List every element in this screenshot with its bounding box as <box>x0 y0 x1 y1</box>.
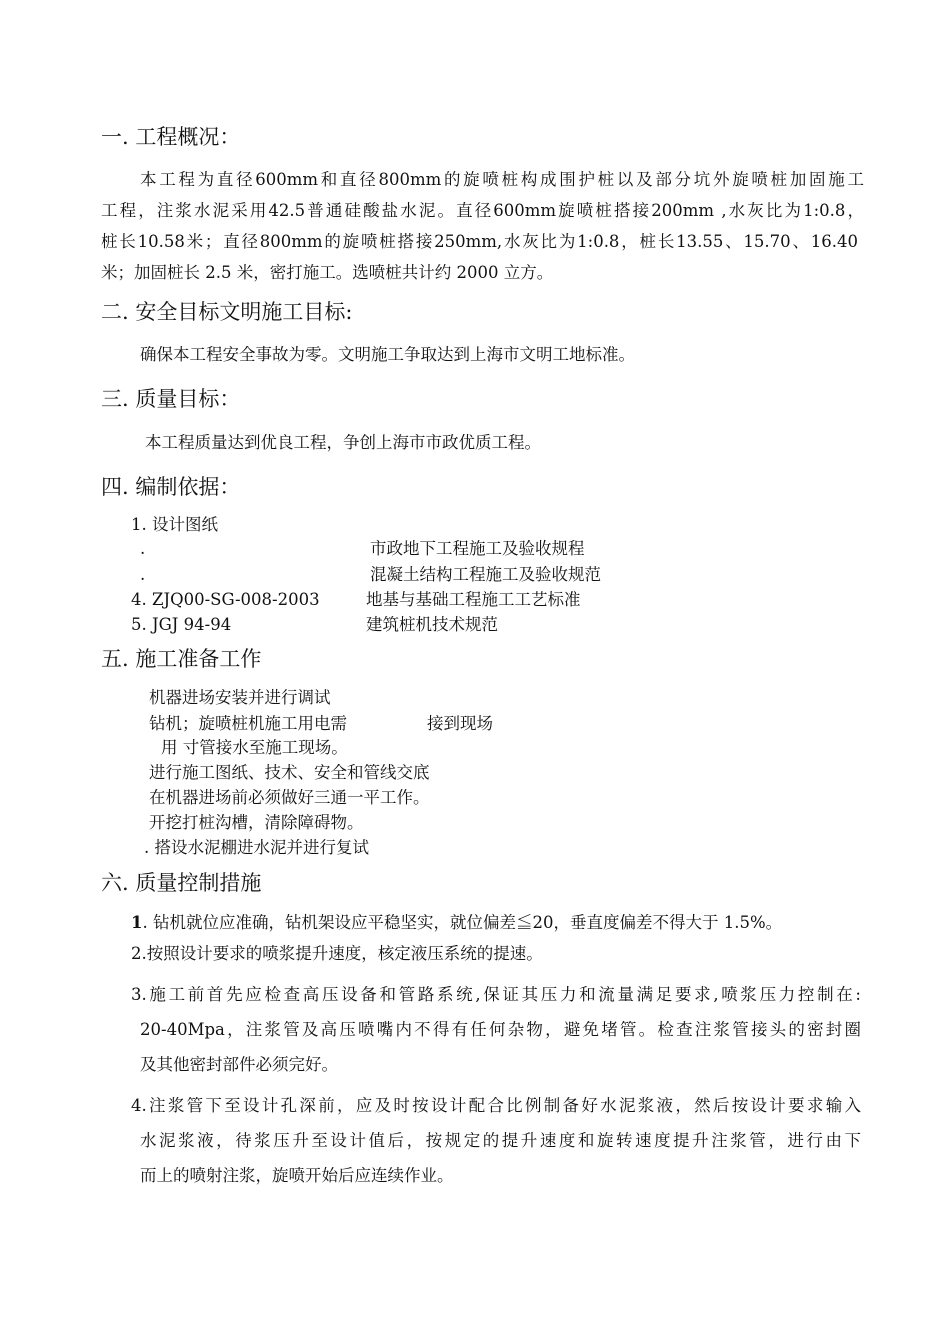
section-1-line-2: 工程，注浆水泥采用42.5普通硅酸盐水泥。直径600mm旋喷桩搭接200mm ,水灰比为1:0.8， <box>101 201 864 220</box>
control-item-3-line-1: 3.施工前首先应检查高压设备和管路系统,保证其压力和流量满足要求,喷浆压力控制在: <box>131 985 861 1004</box>
reference-code: 5. JGJ 94-94 <box>131 615 232 634</box>
reference-name: 建筑桩机技术规范 <box>366 615 498 634</box>
reference-name: 市政地下工程施工及验收规程 <box>370 539 585 558</box>
prep-line: 机器进场安装并进行调试 <box>149 688 331 707</box>
section-1-title: 一. 工程概况： <box>101 125 241 149</box>
section-5-title: 五. 施工准备工作 <box>101 647 262 671</box>
section-2-title: 二. 安全目标文明施工目标: <box>101 300 353 324</box>
reference-item-1: 1. 设计图纸 <box>131 515 218 534</box>
section-1-line-3: 桩长10.58米；直径800mm的旋喷桩搭接250mm,水灰比为1:0.8，桩长13.55、15.70、16.40 <box>101 232 858 251</box>
control-item-1-text: . 钻机就位应准确，钻机架设应平稳坚实，就位偏差≦20，垂直度偏差不得大于 1.5%。 <box>142 913 783 932</box>
control-item-4-line-1: 4.注浆管下至设计孔深前，应及时按设计配合比例制备好水泥浆液，然后按设计要求输入 <box>131 1096 861 1115</box>
section-6-title: 六. 质量控制措施 <box>101 871 262 895</box>
prep-line: 接到现场 <box>427 714 493 733</box>
reference-name: 地基与基础工程施工工艺标准 <box>366 590 581 609</box>
prep-line: 在机器进场前必须做好三通一平工作。 <box>149 788 430 807</box>
reference-code: . <box>140 565 146 584</box>
prep-line: . 搭设水泥棚进水泥并进行复试 <box>144 838 369 857</box>
section-2-body: 确保本工程安全事故为零。文明施工争取达到上海市文明工地标准。 <box>140 345 635 364</box>
section-4-title: 四. 编制依据： <box>101 475 241 499</box>
reference-code: . <box>140 539 146 558</box>
reference-name: 混凝土结构工程施工及验收规范 <box>370 565 601 584</box>
prep-line: 用 寸管接水至施工现场。 <box>161 738 348 757</box>
control-item-1 <box>131 915 782 932</box>
prep-line: 进行施工图纸、技术、安全和管线交底 <box>149 763 430 782</box>
section-1-line-4: 米；加固桩长 2.5 米，密打施工。选喷桩共计约 2000 立方。 <box>101 263 554 282</box>
control-item-3-line-2: 20-40Mpa，注浆管及高压喷嘴内不得有任何杂物，避免堵管。检查注浆管接头的密封圈 <box>140 1020 861 1039</box>
prep-line: 开挖打桩沟槽，清除障碍物。 <box>149 813 364 832</box>
section-3-title: 三. 质量目标： <box>101 387 241 411</box>
section-3-body: 本工程质量达到优良工程，争创上海市市政优质工程。 <box>145 433 541 452</box>
control-item-1-number: 1 <box>131 913 143 932</box>
prep-line: 钻机；旋喷桩机施工用电需 <box>149 714 347 733</box>
control-item-4-line-2: 水泥浆液，待浆压升至设计值后，按规定的提升速度和旋转速度提升注浆管，进行由下 <box>140 1131 861 1150</box>
control-item-4-line-3: 而上的喷射注浆，旋喷开始后应连续作业。 <box>140 1166 454 1185</box>
reference-code: 4. ZJQ00-SG-008-2003 <box>131 590 320 609</box>
control-item-3-line-3: 及其他密封部件必须完好。 <box>140 1055 338 1074</box>
control-item-2: 2.按照设计要求的喷浆提升速度，核定液压系统的提速。 <box>131 944 543 963</box>
section-1-line-1: 本工程为直径600mm和直径800mm的旋喷桩构成围护桩以及部分坑外旋喷桩加固施工 <box>140 170 864 189</box>
